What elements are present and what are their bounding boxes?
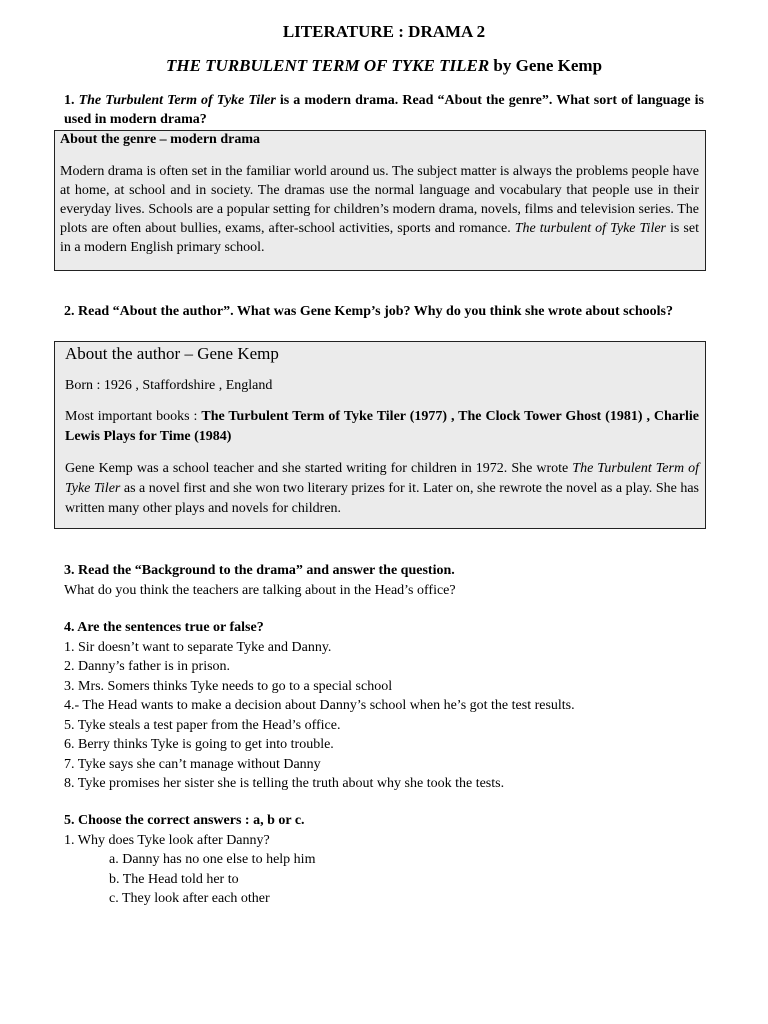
question-4-heading: 4. Are the sentences true or false? (64, 620, 264, 635)
page-subtitle (0, 56, 768, 76)
question-5-heading: 5. Choose the correct answers : a, b or c. (64, 813, 305, 828)
list-item: 7. Tyke says she can’t manage without Danny (64, 756, 321, 772)
question-2: 2. Read “About the author”. What was Gene Kemp’s job? Why do you think she wrote about schools? (64, 304, 673, 319)
answer-option: c. They look after each other (109, 891, 270, 906)
books-list: The Turbulent Term of Tyke Tiler (1977) , The Clock Tower Ghost (1981) , Charlie Lewis Plays for Time (1984) (65, 409, 699, 444)
answer-option: b. The Head told her to (109, 871, 239, 887)
bio-end: as a novel first and she won two literary prizes for it. Later on, she rewrote the novel as a play. She has written many other plays and novels for children. (65, 481, 699, 516)
list-item: 2. Danny’s father is in prison. (64, 659, 231, 674)
drama-title: THE TURBULENT TERM OF TYKE TILER (165, 56, 490, 75)
author-books (65, 407, 699, 447)
answer-option: a. Danny has no one else to help him (109, 852, 316, 867)
question-5 (64, 811, 724, 909)
question-3-text: What do you think the teachers are talking about in the Head’s office? (64, 582, 456, 598)
list-item: 8. Tyke promises her sister she is telling the truth about why she took the tests. (64, 776, 505, 791)
list-item: 4.- The Head wants to make a decision about Danny’s school when he’s got the test results. (64, 698, 575, 713)
list-item: 6. Berry thinks Tyke is going to get into trouble. (64, 737, 334, 752)
genre-body-italic: The turbulent of Tyke Tiler (514, 221, 666, 236)
page-title: LITERATURE : DRAMA 2 (282, 22, 486, 41)
bio-italic: The Turbulent Term of Tyke Tiler (65, 461, 699, 496)
question-3 (64, 561, 724, 600)
genre-info-box (54, 130, 706, 271)
list-item: 3. Mrs. Somers thinks Tyke needs to go to a special school (64, 678, 393, 694)
question-4 (64, 618, 724, 794)
question-5-text: 1. Why does Tyke look after Danny? (64, 832, 270, 848)
list-item: 1. Sir doesn’t want to separate Tyke and Danny. (64, 639, 332, 655)
list-item: 5. Tyke steals a test paper from the Head’s office. (64, 717, 341, 733)
genre-box-heading: About the genre – modern drama (60, 132, 261, 147)
question-1-italic-title: The Turbulent Term of Tyke Tiler (78, 93, 276, 108)
question-1-number: 1. (64, 93, 79, 108)
author-info-box (54, 341, 706, 529)
author-credit: by Gene Kemp (489, 56, 603, 75)
books-label: Most important books : (65, 409, 202, 424)
bio-start: Gene Kemp was a school teacher and she started writing for children in 1972. She wrote (65, 461, 573, 476)
genre-body-text: Modern drama is often set in the familiar world around us. The subject matter is always the problems people have at home, at school and in society. The dramas use the normal language and vocabulary that people use in their everyday lives. Schools are a popular setting for children’s modern drama, novels, films and television series. The plots are often about bullies, exams, after-school activities, sports and romance. (60, 164, 699, 236)
question-3-heading: 3. Read the “Background to the drama” and answer the question. (64, 563, 455, 578)
question-1-text: is a modern drama. Read “About the genre”. What sort of language is used in modern drama? (64, 93, 704, 127)
question-1 (64, 91, 704, 129)
genre-box-body (60, 162, 699, 257)
author-box-heading: About the author – Gene Kemp (65, 344, 279, 363)
author-born: Born : 1926 , Staffordshire , England (65, 378, 273, 393)
author-bio (65, 459, 699, 519)
genre-body-end: is set in a modern English primary school. (60, 221, 699, 255)
